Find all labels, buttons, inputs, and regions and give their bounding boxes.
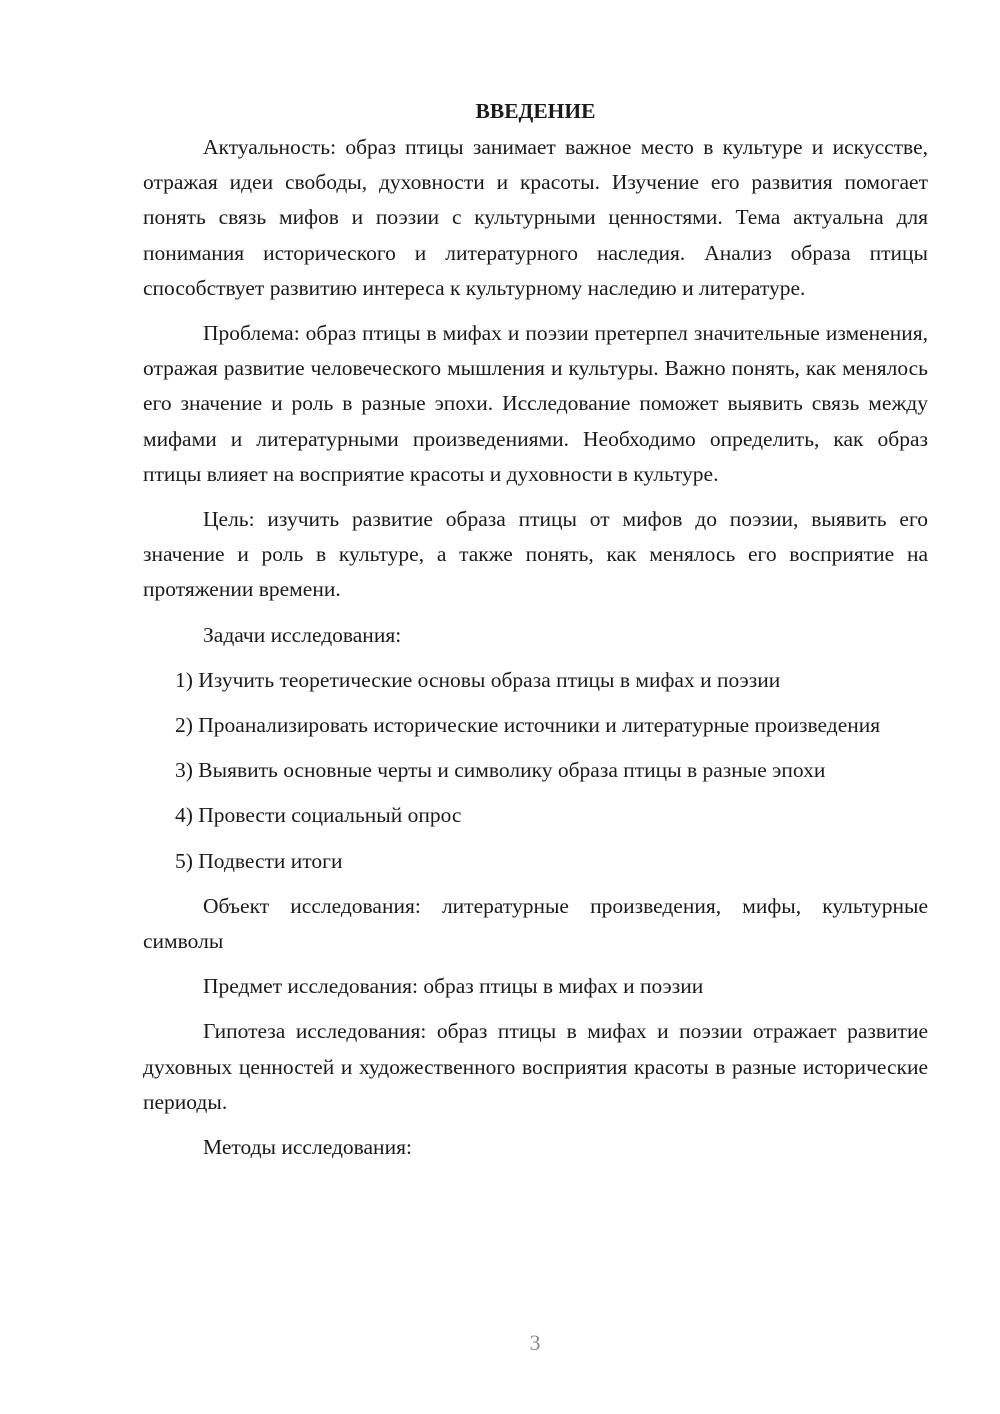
- hypothesis-paragraph: Гипотеза исследования: образ птицы в мифах и поэзии отражает развитие духовных ценностей и художественного восприятия красоты в разные исторические периоды.: [143, 1019, 928, 1114]
- task-item-3: 3) Выявить основные черты и символику образа птицы в разные эпохи: [175, 758, 826, 783]
- object-paragraph: Объект исследования: литературные произведения, мифы, культурные символы: [143, 893, 928, 954]
- relevance-paragraph: Актуальность: образ птицы занимает важное место в культуре и искусстве, отражая идеи свободы, духовности и красоты. Изучение его развития помогает понять связь мифов и поэзии с культурными ценностями. Тема актуальна для понимания исторического и литературного наследия. Анализ образа птицы способствует развитию интереса к культурному наследию и литературе.: [143, 135, 928, 300]
- tasks-heading: Задачи исследования:: [203, 622, 402, 647]
- task-item-1: 1) Изучить теоретические основы образа птицы в мифах и поэзии: [175, 667, 781, 692]
- task-item-5: 5) Подвести итоги: [175, 848, 343, 873]
- goal-paragraph: Цель: изучить развитие образа птицы от мифов до поэзии, выявить его значение и роль в культуре, а также понять, как менялось его восприятие на протяжении времени.: [143, 507, 928, 602]
- task-item-2: 2) Проанализировать исторические источники и литературные произведения: [175, 713, 881, 738]
- methods-heading: Методы исследования:: [203, 1135, 412, 1160]
- subject-paragraph: Предмет исследования: образ птицы в мифах и поэзии: [203, 974, 704, 999]
- task-item-4: 4) Провести социальный опрос: [175, 803, 462, 828]
- problem-paragraph: Проблема: образ птицы в мифах и поэзии претерпел значительные изменения, отражая развитие человеческого мышления и культуры. Важно понять, как менялось его значение и роль в разные эпохи. Исследование поможет выявить связь между мифами и литературными произведениями. Необходимо определить, как образ птицы влияет на восприятие красоты и духовности в культуре.: [143, 321, 928, 486]
- page-content: [143, 92, 928, 1165]
- page-number: 3: [529, 1330, 541, 1355]
- page-title: ВВЕДЕНИЕ: [475, 99, 596, 123]
